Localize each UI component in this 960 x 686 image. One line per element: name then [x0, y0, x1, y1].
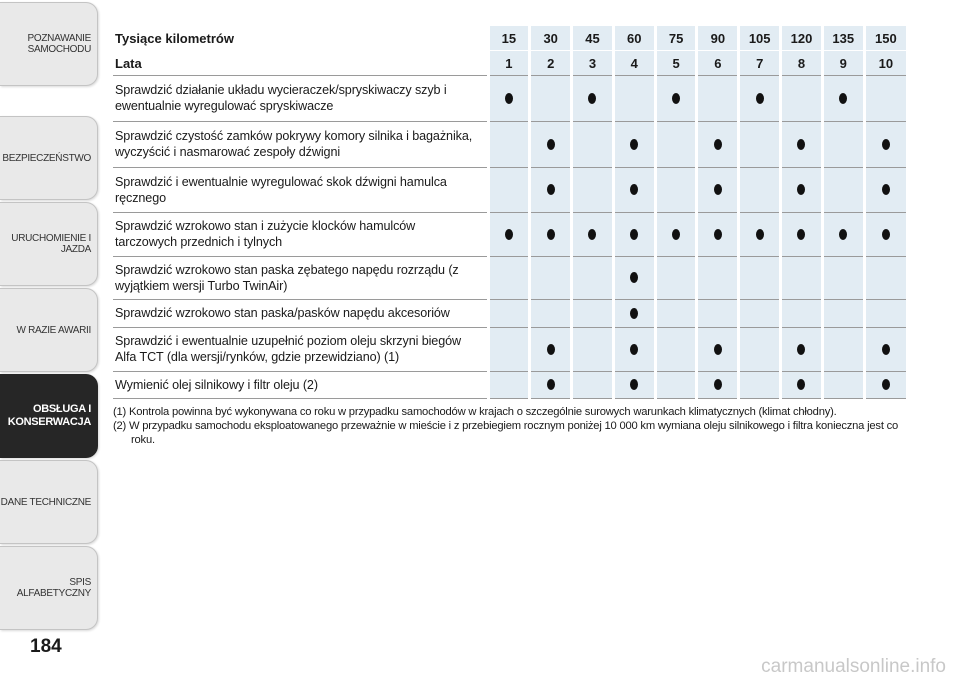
- km-value: 60: [613, 26, 655, 51]
- year-value: 1: [488, 51, 530, 76]
- footnotes: [113, 405, 908, 447]
- interval-cell: [697, 168, 739, 213]
- interval-cell: [488, 122, 530, 168]
- km-value: 15: [488, 26, 530, 51]
- interval-cell: [739, 76, 781, 122]
- tab-label: SPIS ALFABETYCZNY: [16, 577, 91, 599]
- tab-uruchomienie-i-jazda[interactable]: [0, 202, 98, 286]
- interval-cell: [655, 328, 697, 372]
- tab-label: OBSŁUGA I KONSERWACJA: [7, 403, 91, 428]
- check-dot-icon: [882, 184, 890, 195]
- interval-cell: [739, 300, 781, 328]
- km-value: 105: [739, 26, 781, 51]
- check-dot-icon: [547, 139, 555, 150]
- km-value: 45: [572, 26, 614, 51]
- interval-cell: [488, 372, 530, 399]
- footnote-1: (1) Kontrola powinna być wykonywana co roku w przypadku samochodów w krajach o szczególnie surowych warunkach klimatycznych (klimat chłodny).: [113, 406, 837, 418]
- interval-cell: [697, 328, 739, 372]
- interval-cell: [530, 257, 572, 300]
- check-dot-icon: [547, 379, 555, 390]
- interval-cell: [864, 372, 906, 399]
- check-dot-icon: [882, 379, 890, 390]
- interval-cell: [781, 168, 823, 213]
- year-value: 6: [697, 51, 739, 76]
- check-dot-icon: [714, 379, 722, 390]
- interval-cell: [613, 328, 655, 372]
- operation-text: Sprawdzić czystość zamków pokrywy komory silnika i bagażnika, wyczyścić i nasmarować zespoły dźwigni: [113, 122, 488, 168]
- check-dot-icon: [547, 344, 555, 355]
- interval-cell: [530, 372, 572, 399]
- interval-cell: [530, 213, 572, 257]
- check-dot-icon: [672, 229, 680, 240]
- footnote-2: (2) W przypadku samochodu eksploatowanego przeważnie w mieście i z przebiegiem rocznym poniżej 10 000 km wymiana oleju silnikowego i filtra konieczna jest co roku.: [113, 420, 899, 446]
- check-dot-icon: [588, 93, 596, 104]
- interval-cell: [822, 372, 864, 399]
- interval-cell: [655, 372, 697, 399]
- year-value: 7: [739, 51, 781, 76]
- check-dot-icon: [630, 379, 638, 390]
- check-dot-icon: [630, 184, 638, 195]
- tab-obsluga-i-konserwacja[interactable]: [0, 374, 98, 458]
- operation-text: Sprawdzić wzrokowo stan paska zębatego napędu rozrządu (z wyjątkiem wersji Turbo TwinAir): [113, 257, 488, 300]
- check-dot-icon: [714, 139, 722, 150]
- interval-cell: [697, 122, 739, 168]
- interval-cell: [572, 76, 614, 122]
- interval-cell: [864, 168, 906, 213]
- operation-text: Sprawdzić działanie układu wycieraczek/spryskiwaczy szyb i ewentualnie wyregulować spryskiwacze: [113, 76, 488, 122]
- interval-cell: [488, 168, 530, 213]
- interval-cell: [697, 76, 739, 122]
- interval-cell: [613, 122, 655, 168]
- check-dot-icon: [797, 379, 805, 390]
- check-dot-icon: [882, 139, 890, 150]
- check-dot-icon: [588, 229, 596, 240]
- check-dot-icon: [547, 184, 555, 195]
- km-value: 90: [697, 26, 739, 51]
- year-value: 2: [530, 51, 572, 76]
- schedule-row: [113, 76, 906, 122]
- check-dot-icon: [505, 93, 513, 104]
- interval-cell: [488, 213, 530, 257]
- interval-cell: [864, 76, 906, 122]
- interval-cell: [781, 257, 823, 300]
- operation-text: Sprawdzić wzrokowo stan paska/pasków napędu akcesoriów: [113, 300, 488, 328]
- tab-dane-techniczne[interactable]: [0, 460, 98, 544]
- tab-spis-alfabetyczny[interactable]: [0, 546, 98, 630]
- interval-cell: [613, 257, 655, 300]
- check-dot-icon: [714, 184, 722, 195]
- km-value: 135: [822, 26, 864, 51]
- interval-cell: [864, 122, 906, 168]
- interval-cell: [739, 328, 781, 372]
- interval-cell: [613, 168, 655, 213]
- check-dot-icon: [714, 229, 722, 240]
- interval-cell: [781, 122, 823, 168]
- interval-cell: [822, 328, 864, 372]
- tab-bezpieczenstwo[interactable]: [0, 116, 98, 200]
- interval-cell: [822, 168, 864, 213]
- years-header-row: [113, 51, 906, 76]
- operation-text: Sprawdzić i ewentualnie uzupełnić poziom oleju skrzyni biegów Alfa TCT (dla wersji/rynków, gdzie przewidziano) (1): [113, 328, 488, 372]
- km-header-label: Tysiące kilometrów: [113, 26, 488, 51]
- schedule-row: [113, 122, 906, 168]
- interval-cell: [739, 168, 781, 213]
- interval-cell: [781, 300, 823, 328]
- km-value: 30: [530, 26, 572, 51]
- interval-cell: [572, 213, 614, 257]
- year-value: 8: [781, 51, 823, 76]
- operation-text: Sprawdzić wzrokowo stan i zużycie klocków hamulców tarczowych przednich i tylnych: [113, 213, 488, 257]
- schedule-row: [113, 328, 906, 372]
- interval-cell: [822, 257, 864, 300]
- interval-cell: [613, 372, 655, 399]
- year-value: 4: [613, 51, 655, 76]
- schedule-row: [113, 168, 906, 213]
- interval-cell: [530, 168, 572, 213]
- interval-cell: [864, 213, 906, 257]
- interval-cell: [655, 300, 697, 328]
- operation-text: Sprawdzić i ewentualnie wyregulować skok dźwigni hamulca ręcznego: [113, 168, 488, 213]
- interval-cell: [864, 328, 906, 372]
- km-value: 120: [781, 26, 823, 51]
- tab-w-razie-awarii[interactable]: [0, 288, 98, 372]
- check-dot-icon: [756, 93, 764, 104]
- check-dot-icon: [714, 344, 722, 355]
- check-dot-icon: [882, 344, 890, 355]
- interval-cell: [697, 300, 739, 328]
- check-dot-icon: [547, 229, 555, 240]
- year-value: 5: [655, 51, 697, 76]
- check-dot-icon: [505, 229, 513, 240]
- tab-label: W RAZIE AWARII: [16, 324, 91, 336]
- tab-poznawanie-samochodu[interactable]: [0, 2, 98, 86]
- check-dot-icon: [630, 344, 638, 355]
- interval-cell: [864, 300, 906, 328]
- interval-cell: [781, 76, 823, 122]
- interval-cell: [739, 122, 781, 168]
- interval-cell: [488, 76, 530, 122]
- check-dot-icon: [797, 139, 805, 150]
- interval-cell: [530, 122, 572, 168]
- interval-cell: [613, 213, 655, 257]
- interval-cell: [572, 328, 614, 372]
- year-value: 9: [822, 51, 864, 76]
- schedule-body: [113, 76, 906, 399]
- check-dot-icon: [672, 93, 680, 104]
- check-dot-icon: [630, 308, 638, 319]
- interval-cell: [655, 168, 697, 213]
- operation-text: Wymienić olej silnikowy i filtr oleju (2): [113, 372, 488, 399]
- check-dot-icon: [839, 229, 847, 240]
- page-number: 184: [30, 636, 62, 657]
- schedule-table: [113, 26, 906, 399]
- check-dot-icon: [630, 229, 638, 240]
- schedule-row: [113, 300, 906, 328]
- interval-cell: [613, 300, 655, 328]
- interval-cell: [822, 213, 864, 257]
- interval-cell: [697, 257, 739, 300]
- year-value: 3: [572, 51, 614, 76]
- interval-cell: [739, 257, 781, 300]
- check-dot-icon: [756, 229, 764, 240]
- interval-cell: [572, 257, 614, 300]
- schedule-row: [113, 257, 906, 300]
- interval-cell: [572, 168, 614, 213]
- interval-cell: [739, 372, 781, 399]
- tab-label: BEZPIECZEŃSTWO: [2, 152, 91, 164]
- interval-cell: [655, 213, 697, 257]
- interval-cell: [530, 300, 572, 328]
- interval-cell: [781, 213, 823, 257]
- interval-cell: [822, 300, 864, 328]
- year-value: 10: [864, 51, 906, 76]
- km-value: 150: [864, 26, 906, 51]
- interval-cell: [822, 76, 864, 122]
- maintenance-schedule: [113, 26, 906, 399]
- interval-cell: [488, 328, 530, 372]
- interval-cell: [530, 328, 572, 372]
- interval-cell: [864, 257, 906, 300]
- tab-label: DANE TECHNICZNE: [0, 496, 91, 508]
- interval-cell: [655, 257, 697, 300]
- tab-label: POZNAWANIE SAMOCHODU: [27, 33, 91, 55]
- schedule-row: [113, 213, 906, 257]
- tab-label: URUCHOMIENIE I JAZDA: [11, 233, 91, 255]
- interval-cell: [572, 300, 614, 328]
- check-dot-icon: [882, 229, 890, 240]
- check-dot-icon: [839, 93, 847, 104]
- interval-cell: [655, 76, 697, 122]
- years-header-label: Lata: [113, 51, 488, 76]
- interval-cell: [530, 76, 572, 122]
- check-dot-icon: [797, 184, 805, 195]
- km-header-row: [113, 26, 906, 51]
- watermark-text: carmanualsonline.info: [761, 656, 946, 677]
- check-dot-icon: [630, 139, 638, 150]
- check-dot-icon: [797, 344, 805, 355]
- check-dot-icon: [797, 229, 805, 240]
- interval-cell: [697, 213, 739, 257]
- interval-cell: [781, 372, 823, 399]
- interval-cell: [613, 76, 655, 122]
- check-dot-icon: [630, 272, 638, 283]
- interval-cell: [781, 328, 823, 372]
- interval-cell: [488, 300, 530, 328]
- schedule-row: [113, 372, 906, 399]
- km-value: 75: [655, 26, 697, 51]
- interval-cell: [572, 372, 614, 399]
- interval-cell: [697, 372, 739, 399]
- interval-cell: [822, 122, 864, 168]
- interval-cell: [739, 213, 781, 257]
- interval-cell: [655, 122, 697, 168]
- interval-cell: [572, 122, 614, 168]
- interval-cell: [488, 257, 530, 300]
